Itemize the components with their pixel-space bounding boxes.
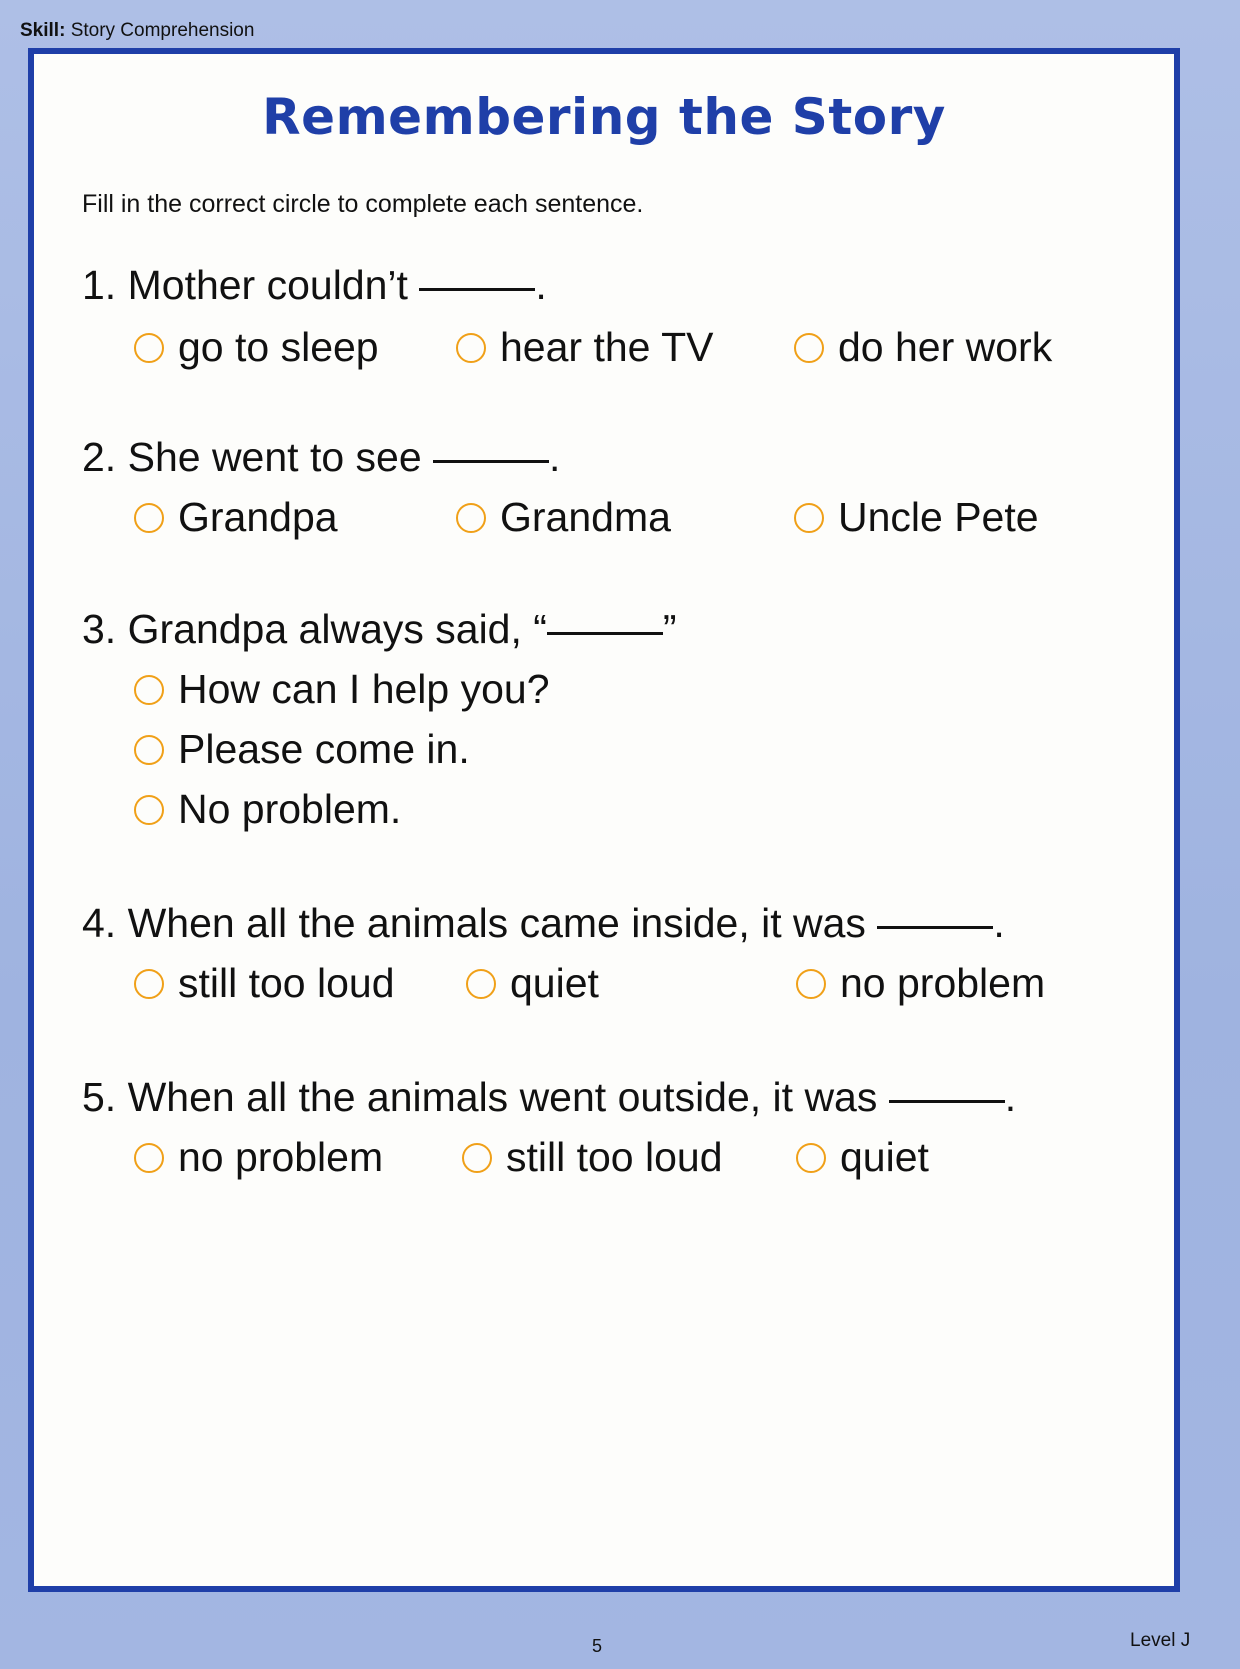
- question-number: 4.: [82, 900, 117, 946]
- option-q4-c[interactable]: [796, 960, 1045, 1007]
- question-suffix: .: [549, 434, 561, 480]
- radio-circle-icon[interactable]: [796, 1143, 826, 1173]
- option-label: Grandpa: [178, 494, 338, 540]
- question-3: [82, 606, 677, 653]
- question-1: [82, 262, 547, 309]
- radio-circle-icon[interactable]: [134, 333, 164, 363]
- worksheet-title: Remembering the Story: [262, 88, 946, 146]
- option-q1-b[interactable]: [456, 324, 714, 371]
- radio-circle-icon[interactable]: [794, 333, 824, 363]
- question-number: 3.: [82, 606, 117, 652]
- answer-blank: [419, 288, 535, 291]
- answer-blank: [877, 926, 993, 929]
- option-label: Uncle Pete: [838, 494, 1039, 540]
- option-label: hear the TV: [500, 324, 714, 370]
- option-label: go to sleep: [178, 324, 379, 370]
- skill-value: Story Comprehension: [70, 20, 255, 41]
- option-label: still too loud: [506, 1134, 723, 1180]
- answer-blank: [433, 460, 549, 463]
- option-q4-b[interactable]: [466, 960, 599, 1007]
- question-5: [82, 1074, 1016, 1121]
- option-q5-a[interactable]: [134, 1134, 383, 1181]
- option-label: quiet: [840, 1134, 929, 1180]
- radio-circle-icon[interactable]: [134, 503, 164, 533]
- option-label: No problem.: [178, 786, 402, 832]
- question-text: Grandpa always said, “: [127, 606, 547, 652]
- question-suffix: .: [535, 262, 547, 308]
- option-label: quiet: [510, 960, 599, 1006]
- question-suffix: ”: [662, 606, 677, 652]
- option-q3-b[interactable]: [134, 726, 470, 773]
- level-label: Level J: [1130, 1630, 1191, 1651]
- option-q3-a[interactable]: [134, 666, 550, 713]
- radio-circle-icon[interactable]: [134, 969, 164, 999]
- option-label: Grandma: [500, 494, 671, 540]
- option-q5-b[interactable]: [462, 1134, 723, 1181]
- question-number: 5.: [82, 1074, 117, 1120]
- question-suffix: .: [1004, 1074, 1017, 1120]
- radio-circle-icon[interactable]: [794, 503, 824, 533]
- option-q1-c[interactable]: [794, 324, 1052, 371]
- radio-circle-icon[interactable]: [134, 795, 164, 825]
- option-q3-c[interactable]: [134, 786, 401, 833]
- option-q2-a[interactable]: [134, 494, 338, 541]
- question-text: When all the animals came inside, it was: [127, 900, 866, 946]
- question-suffix: .: [993, 900, 1005, 946]
- instructions: Fill in the correct circle to complete each sentence.: [82, 190, 644, 218]
- question-text: She went to see: [127, 434, 422, 480]
- answer-blank: [547, 632, 663, 635]
- radio-circle-icon[interactable]: [134, 1143, 164, 1173]
- radio-circle-icon[interactable]: [134, 675, 164, 705]
- radio-circle-icon[interactable]: [456, 333, 486, 363]
- option-label: no problem: [840, 960, 1046, 1006]
- page-number: 5: [592, 1636, 603, 1656]
- question-text: When all the animals went outside, it was: [127, 1074, 878, 1120]
- radio-circle-icon[interactable]: [466, 969, 496, 999]
- answer-blank: [889, 1100, 1005, 1103]
- skill-prefix: Skill:: [20, 20, 66, 41]
- question-4: [82, 900, 1005, 947]
- option-label: How can I help you?: [178, 666, 550, 712]
- question-text: Mother couldn’t: [127, 262, 408, 308]
- question-number: 1.: [82, 262, 117, 308]
- option-q4-a[interactable]: [134, 960, 395, 1007]
- option-label: Please come in.: [178, 726, 470, 772]
- worksheet-panel: [28, 48, 1180, 1592]
- option-q2-c[interactable]: [794, 494, 1039, 541]
- radio-circle-icon[interactable]: [796, 969, 826, 999]
- radio-circle-icon[interactable]: [456, 503, 486, 533]
- question-2: [82, 434, 560, 481]
- skill-label: [20, 20, 254, 42]
- option-q1-a[interactable]: [134, 324, 379, 371]
- radio-circle-icon[interactable]: [462, 1143, 492, 1173]
- option-label: still too loud: [178, 960, 395, 1006]
- question-number: 2.: [82, 434, 117, 480]
- option-label: do her work: [838, 324, 1053, 370]
- option-label: no problem: [178, 1134, 384, 1180]
- option-q2-b[interactable]: [456, 494, 671, 541]
- option-q5-c[interactable]: [796, 1134, 929, 1181]
- radio-circle-icon[interactable]: [134, 735, 164, 765]
